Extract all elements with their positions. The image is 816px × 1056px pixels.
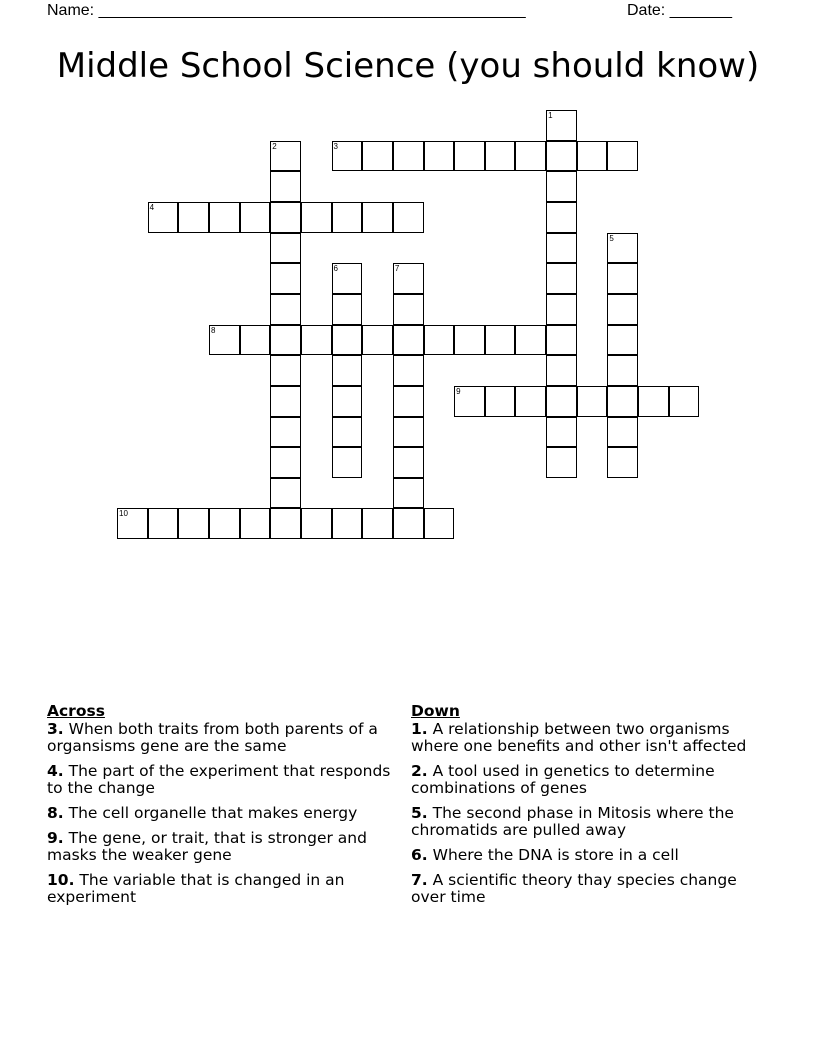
crossword-cell[interactable] (178, 508, 209, 539)
crossword-cell[interactable] (485, 386, 516, 417)
clue-number: 8 (210, 325, 216, 335)
crossword-cell[interactable] (332, 355, 363, 386)
crossword-cell[interactable] (607, 325, 638, 356)
crossword-cell[interactable] (393, 386, 424, 417)
crossword-cell[interactable] (393, 202, 424, 233)
clue-number: 6 (333, 264, 338, 274)
across-clue (47, 872, 392, 906)
crossword-cell[interactable] (148, 508, 179, 539)
crossword-cell[interactable] (607, 141, 638, 172)
crossword-cell[interactable] (117, 508, 148, 539)
clue-num: 1. (411, 720, 428, 738)
crossword-cell[interactable] (607, 355, 638, 386)
crossword-cell[interactable] (607, 294, 638, 325)
crossword-cell[interactable] (393, 263, 424, 294)
clue-num: 8. (47, 804, 64, 822)
crossword-cell[interactable] (393, 417, 424, 448)
crossword-cell[interactable] (454, 386, 485, 417)
crossword-cell[interactable] (577, 386, 608, 417)
across-clue (47, 721, 392, 755)
crossword-cell[interactable] (332, 325, 363, 356)
crossword-cell[interactable] (362, 508, 393, 539)
crossword-cell[interactable] (362, 202, 393, 233)
crossword-cell[interactable] (332, 386, 363, 417)
clue-number: 1 (548, 111, 553, 120)
crossword-cell[interactable] (301, 325, 332, 356)
crossword-cell[interactable] (393, 508, 424, 539)
crossword-cell[interactable] (515, 386, 546, 417)
page-title: Middle School Science (you should know) (56, 46, 760, 86)
across-clue (47, 830, 392, 864)
across-heading: Across (47, 702, 105, 720)
crossword-cell[interactable] (148, 202, 179, 233)
crossword-cell[interactable] (607, 386, 638, 417)
crossword-cell[interactable] (270, 294, 301, 325)
crossword-cell[interactable] (209, 325, 240, 356)
clue-text: When both traits from both parents of a organsisms gene are the same (47, 720, 378, 755)
clue-number: 5 (609, 233, 614, 243)
clue-number: 9 (456, 386, 461, 396)
crossword-cell[interactable] (270, 325, 301, 356)
down-clues (411, 703, 771, 914)
crossword-cell[interactable] (546, 263, 577, 294)
crossword-cell[interactable] (607, 417, 638, 448)
across-clues (47, 703, 392, 914)
clue-text: The part of the experiment that responds to the change (47, 762, 391, 797)
clue-num: 3. (47, 720, 64, 738)
crossword-cell[interactable] (270, 478, 301, 509)
crossword-cell[interactable] (454, 325, 485, 356)
crossword-cell[interactable] (240, 508, 271, 539)
crossword-cell[interactable] (270, 508, 301, 539)
crossword-cell[interactable] (393, 325, 424, 356)
across-clue (47, 805, 392, 822)
crossword-cell[interactable] (424, 141, 455, 172)
crossword-cell[interactable] (546, 202, 577, 233)
crossword-cell[interactable] (393, 447, 424, 478)
clue-text: The second phase in Mitosis where the chromatids are pulled away (411, 804, 734, 839)
crossword-cell[interactable] (332, 447, 363, 478)
clue-text: The cell organelle that makes energy (63, 804, 358, 822)
down-clue (411, 847, 771, 864)
crossword-cell[interactable] (270, 263, 301, 294)
crossword-cell[interactable] (393, 355, 424, 386)
clue-num: 7. (411, 871, 428, 889)
clue-num: 10. (47, 871, 75, 889)
crossword-cell[interactable] (393, 478, 424, 509)
crossword-cell[interactable] (669, 386, 700, 417)
crossword-cell[interactable] (332, 202, 363, 233)
clue-text: The variable that is changed in an experiment (47, 871, 345, 906)
crossword-cell[interactable] (301, 508, 332, 539)
across-clue (47, 763, 392, 797)
clue-text: A tool used in genetics to determine combinations of genes (411, 762, 715, 797)
crossword-cell[interactable] (240, 202, 271, 233)
clue-text: The gene, or trait, that is stronger and masks the weaker gene (47, 829, 367, 864)
crossword-cell[interactable] (424, 325, 455, 356)
crossword-cell[interactable] (240, 325, 271, 356)
crossword-cell[interactable] (546, 447, 577, 478)
crossword-cell[interactable] (546, 110, 577, 141)
clue-number: 2 (272, 141, 277, 151)
down-clue (411, 763, 771, 797)
crossword-cell[interactable] (607, 263, 638, 294)
crossword-cell[interactable] (332, 294, 363, 325)
clue-num: 9. (47, 829, 64, 847)
clue-num: 5. (411, 804, 428, 822)
crossword-cell[interactable] (546, 171, 577, 202)
clue-number: 7 (394, 264, 400, 274)
down-heading: Down (411, 702, 460, 720)
crossword-cell[interactable] (301, 202, 332, 233)
crossword-cell[interactable] (270, 447, 301, 478)
crossword-cell[interactable] (178, 202, 209, 233)
crossword-cell[interactable] (209, 202, 240, 233)
crossword-cell[interactable] (638, 386, 669, 417)
crossword-cell[interactable] (546, 417, 577, 448)
crossword-cell[interactable] (362, 141, 393, 172)
crossword-cell[interactable] (546, 325, 577, 356)
crossword-cell[interactable] (209, 508, 240, 539)
crossword-cell[interactable] (546, 294, 577, 325)
clue-num: 2. (411, 762, 428, 780)
clue-num: 4. (47, 762, 64, 780)
crossword-cell[interactable] (454, 141, 485, 172)
down-clue (411, 872, 771, 906)
crossword-cell[interactable] (424, 508, 455, 539)
clue-text: A relationship between two organisms where one benefits and other isn't affected (411, 720, 747, 755)
crossword-cell[interactable] (270, 171, 301, 202)
clue-number: 10 (119, 509, 128, 519)
crossword-cell[interactable] (607, 233, 638, 264)
crossword-cell[interactable] (270, 141, 301, 172)
crossword-cell[interactable] (270, 202, 301, 233)
crossword-cell[interactable] (332, 263, 363, 294)
clue-number: 4 (149, 202, 155, 212)
clue-text: Where the DNA is store in a cell (427, 846, 679, 864)
down-clue (411, 805, 771, 839)
crossword-cell[interactable] (546, 141, 577, 172)
crossword-cell[interactable] (546, 386, 577, 417)
clue-number: 3 (333, 141, 338, 151)
crossword-cell[interactable] (577, 141, 608, 172)
crossword-cell[interactable] (270, 233, 301, 264)
crossword-cell[interactable] (362, 325, 393, 356)
crossword-cell[interactable] (270, 386, 301, 417)
name-field: Name: ________________________________________________ (47, 2, 526, 19)
crossword-cell[interactable] (270, 417, 301, 448)
crossword-cell[interactable] (393, 294, 424, 325)
crossword-cell[interactable] (332, 508, 363, 539)
down-clue (411, 721, 771, 755)
crossword-cell[interactable] (515, 325, 546, 356)
crossword-cell[interactable] (485, 141, 516, 172)
date-field: Date: _______ (627, 2, 732, 19)
crossword-cell[interactable] (332, 141, 363, 172)
crossword-cell[interactable] (332, 417, 363, 448)
clue-text: A scientific theory thay species change over time (411, 871, 737, 906)
crossword-cell[interactable] (607, 447, 638, 478)
crossword-cell[interactable] (393, 141, 424, 172)
crossword-cell[interactable] (515, 141, 546, 172)
crossword-cell[interactable] (270, 355, 301, 386)
crossword-cell[interactable] (546, 233, 577, 264)
crossword-cell[interactable] (546, 355, 577, 386)
crossword-cell[interactable] (485, 325, 516, 356)
clue-num: 6. (411, 846, 428, 864)
